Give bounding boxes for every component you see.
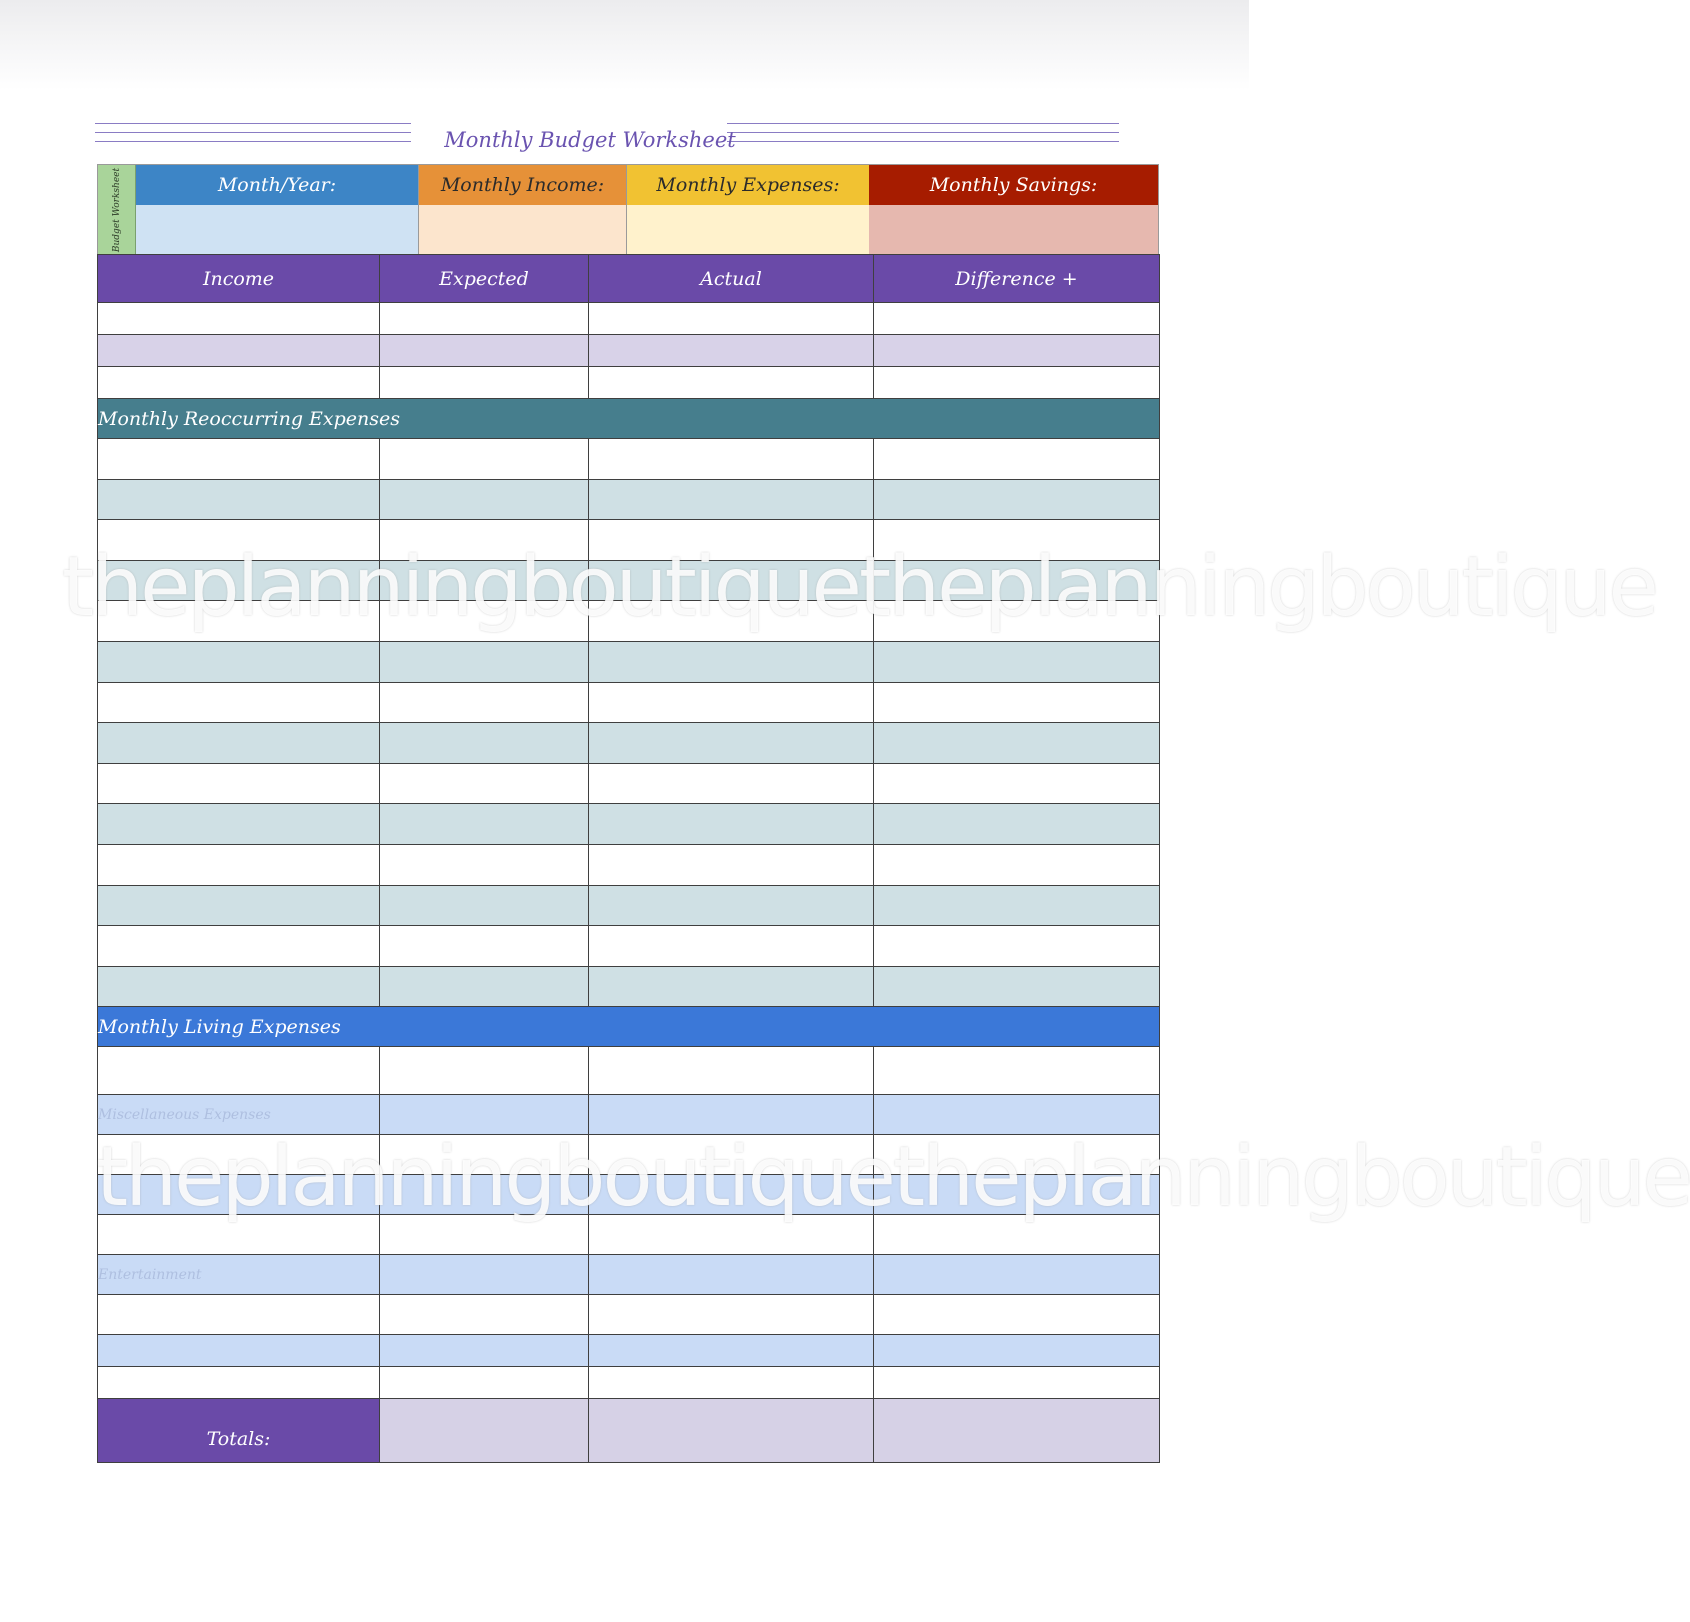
reoccurring-expense-row xyxy=(98,926,1160,967)
month-year-field[interactable] xyxy=(136,205,418,254)
table-cell[interactable] xyxy=(874,479,1160,520)
monthly-expenses-field[interactable] xyxy=(627,205,869,254)
table-cell[interactable] xyxy=(98,439,380,480)
table-cell[interactable] xyxy=(380,885,589,926)
table-cell[interactable] xyxy=(589,1047,874,1095)
table-cell[interactable] xyxy=(874,1135,1160,1175)
income-row xyxy=(98,367,1160,399)
table-cell[interactable] xyxy=(380,1095,589,1135)
header-rule xyxy=(727,132,1119,133)
column-header-actual: Actual xyxy=(589,255,874,303)
summary-month-year xyxy=(136,165,418,254)
table-cell[interactable] xyxy=(380,479,589,520)
table-cell[interactable] xyxy=(874,1255,1160,1295)
summary-expenses-label: Monthly Expenses: xyxy=(627,165,869,205)
table-cell[interactable] xyxy=(874,844,1160,885)
table-cell[interactable] xyxy=(589,966,874,1007)
faint-label-entertainment[interactable]: Entertainment xyxy=(98,1255,380,1295)
table-cell[interactable] xyxy=(589,1095,874,1135)
table-cell[interactable] xyxy=(589,1295,874,1335)
table-cell[interactable] xyxy=(874,763,1160,804)
reoccurring-expense-row xyxy=(98,641,1160,682)
table-cell[interactable] xyxy=(589,641,874,682)
section-header-living xyxy=(98,1007,1160,1047)
table-cell[interactable] xyxy=(380,1367,589,1399)
table-cell[interactable] xyxy=(589,885,874,926)
header-rule xyxy=(95,141,411,142)
table-cell[interactable] xyxy=(380,926,589,967)
living-expense-row xyxy=(98,1175,1160,1215)
header-rule xyxy=(727,141,1119,142)
living-expense-row xyxy=(98,1135,1160,1175)
living-expense-row xyxy=(98,1095,1160,1135)
summary-expenses xyxy=(626,165,869,254)
table-cell[interactable] xyxy=(98,520,380,561)
reoccurring-expense-row xyxy=(98,763,1160,804)
table-cell[interactable] xyxy=(874,303,1160,335)
table-cell[interactable] xyxy=(589,682,874,723)
column-header-difference: Difference + xyxy=(874,255,1160,303)
table-cell[interactable] xyxy=(874,1335,1160,1367)
table-cell[interactable] xyxy=(589,804,874,845)
table-cell[interactable] xyxy=(589,335,874,367)
living-expense-row xyxy=(98,1367,1160,1399)
table-cell[interactable] xyxy=(380,682,589,723)
table-cell[interactable] xyxy=(589,520,874,561)
table-cell[interactable] xyxy=(589,303,874,335)
reoccurring-expense-row xyxy=(98,885,1160,926)
table-cell[interactable] xyxy=(874,1175,1160,1215)
table-cell[interactable] xyxy=(589,763,874,804)
table-cell[interactable] xyxy=(874,367,1160,399)
table-cell[interactable] xyxy=(98,926,380,967)
side-tab-label: Budget Worksheet xyxy=(111,167,122,252)
table-cell[interactable] xyxy=(874,560,1160,601)
table-cell[interactable] xyxy=(380,601,589,642)
table-cell[interactable] xyxy=(380,1047,589,1095)
summary-savings xyxy=(869,165,1158,254)
reoccurring-expense-row xyxy=(98,844,1160,885)
table-cell[interactable] xyxy=(380,763,589,804)
table-cell[interactable] xyxy=(380,303,589,335)
table-cell[interactable] xyxy=(98,844,380,885)
living-expense-row xyxy=(98,1255,1160,1295)
header-rule xyxy=(727,123,1119,124)
header-rule xyxy=(95,123,411,124)
living-expense-row xyxy=(98,1335,1160,1367)
table-cell[interactable] xyxy=(98,682,380,723)
watermark: theplanningboutiquetheplanningboutique xyxy=(96,1130,1690,1225)
table-cell[interactable] xyxy=(874,335,1160,367)
table-cell[interactable] xyxy=(874,641,1160,682)
reoccurring-expense-row xyxy=(98,479,1160,520)
table-cell[interactable] xyxy=(98,1135,380,1175)
table-cell[interactable] xyxy=(589,926,874,967)
table-cell[interactable] xyxy=(380,1295,589,1335)
table-cell[interactable] xyxy=(380,966,589,1007)
monthly-savings-field[interactable] xyxy=(869,205,1158,254)
table-cell[interactable] xyxy=(874,926,1160,967)
section-header-reoccurring xyxy=(98,399,1160,439)
worksheet-title: Monthly Budget Worksheet xyxy=(444,128,736,152)
table-cell[interactable] xyxy=(98,966,380,1007)
table-cell[interactable] xyxy=(98,763,380,804)
total-actual-cell[interactable] xyxy=(589,1399,874,1463)
living-expense-row xyxy=(98,1295,1160,1335)
table-cell[interactable] xyxy=(589,723,874,764)
table-cell[interactable] xyxy=(98,367,380,399)
table-cell[interactable] xyxy=(380,520,589,561)
reoccurring-expense-row xyxy=(98,804,1160,845)
table-cell[interactable] xyxy=(874,1095,1160,1135)
living-expense-row xyxy=(98,1215,1160,1255)
table-cell[interactable] xyxy=(380,1135,589,1175)
living-expense-row xyxy=(98,1047,1160,1095)
column-header-row xyxy=(98,255,1160,303)
table-cell[interactable] xyxy=(380,439,589,480)
table-cell[interactable] xyxy=(589,560,874,601)
totals-label: Totals: xyxy=(98,1399,380,1463)
table-cell[interactable] xyxy=(98,479,380,520)
table-cell[interactable] xyxy=(98,1175,380,1215)
reoccurring-expense-row xyxy=(98,601,1160,642)
section-title-living: Monthly Living Expenses xyxy=(98,1007,1160,1047)
table-cell[interactable] xyxy=(380,723,589,764)
page-top-shade xyxy=(0,0,1249,90)
table-cell[interactable] xyxy=(589,601,874,642)
summary-month-year-label: Month/Year: xyxy=(136,165,418,205)
table-cell[interactable] xyxy=(874,439,1160,480)
table-cell[interactable] xyxy=(98,885,380,926)
side-tab xyxy=(98,165,136,254)
faint-label-misc[interactable]: Miscellaneous Expenses xyxy=(98,1095,380,1135)
table-cell[interactable] xyxy=(589,1175,874,1215)
summary-income xyxy=(418,165,626,254)
reoccurring-expense-row xyxy=(98,966,1160,1007)
budget-table xyxy=(97,254,1160,1463)
table-cell[interactable] xyxy=(874,1295,1160,1335)
table-cell[interactable] xyxy=(874,520,1160,561)
reoccurring-expense-row xyxy=(98,682,1160,723)
total-expected-cell[interactable] xyxy=(380,1399,589,1463)
table-cell[interactable] xyxy=(589,479,874,520)
table-cell[interactable] xyxy=(380,804,589,845)
watermark: theplanningboutiquetheplanningboutique xyxy=(62,540,1656,635)
table-cell[interactable] xyxy=(874,885,1160,926)
table-cell[interactable] xyxy=(589,1135,874,1175)
total-difference-cell[interactable] xyxy=(874,1399,1160,1463)
table-cell[interactable] xyxy=(874,966,1160,1007)
reoccurring-expense-row xyxy=(98,723,1160,764)
table-cell[interactable] xyxy=(98,723,380,764)
table-cell[interactable] xyxy=(874,682,1160,723)
table-cell[interactable] xyxy=(98,560,380,601)
table-cell[interactable] xyxy=(380,1255,589,1295)
table-cell[interactable] xyxy=(98,601,380,642)
reoccurring-expense-row xyxy=(98,520,1160,561)
table-cell[interactable] xyxy=(380,560,589,601)
table-cell[interactable] xyxy=(874,601,1160,642)
table-cell[interactable] xyxy=(98,641,380,682)
table-cell[interactable] xyxy=(380,1335,589,1367)
reoccurring-expense-row xyxy=(98,439,1160,480)
table-cell[interactable] xyxy=(589,1255,874,1295)
header-rule xyxy=(95,132,411,133)
table-cell[interactable] xyxy=(98,303,380,335)
table-cell[interactable] xyxy=(98,804,380,845)
summary-income-label: Monthly Income: xyxy=(419,165,626,205)
table-cell[interactable] xyxy=(874,804,1160,845)
section-title-reoccurring: Monthly Reoccurring Expenses xyxy=(98,399,1160,439)
table-cell[interactable] xyxy=(589,439,874,480)
table-cell[interactable] xyxy=(380,367,589,399)
table-cell[interactable] xyxy=(874,723,1160,764)
reoccurring-expense-row xyxy=(98,560,1160,601)
table-cell[interactable] xyxy=(589,367,874,399)
table-cell[interactable] xyxy=(589,1367,874,1399)
table-cell[interactable] xyxy=(589,1335,874,1367)
budget-sheet xyxy=(97,164,1159,1463)
table-cell[interactable] xyxy=(98,1215,380,1255)
column-header-income: Income xyxy=(98,255,380,303)
table-cell[interactable] xyxy=(380,1215,589,1255)
summary-savings-label: Monthly Savings: xyxy=(869,165,1158,205)
table-cell[interactable] xyxy=(98,1335,380,1367)
table-cell[interactable] xyxy=(380,1175,589,1215)
table-cell[interactable] xyxy=(589,1215,874,1255)
table-cell[interactable] xyxy=(380,641,589,682)
table-cell[interactable] xyxy=(874,1367,1160,1399)
table-cell[interactable] xyxy=(874,1215,1160,1255)
table-cell[interactable] xyxy=(98,335,380,367)
table-cell[interactable] xyxy=(874,1047,1160,1095)
totals-row xyxy=(98,1399,1160,1463)
table-cell[interactable] xyxy=(589,844,874,885)
column-header-expected: Expected xyxy=(380,255,589,303)
monthly-income-field[interactable] xyxy=(419,205,626,254)
table-cell[interactable] xyxy=(98,1367,380,1399)
table-cell[interactable] xyxy=(98,1295,380,1335)
income-row xyxy=(98,335,1160,367)
table-cell[interactable] xyxy=(98,1047,380,1095)
income-row xyxy=(98,303,1160,335)
summary-bar xyxy=(97,164,1159,254)
table-cell[interactable] xyxy=(380,335,589,367)
table-cell[interactable] xyxy=(380,844,589,885)
